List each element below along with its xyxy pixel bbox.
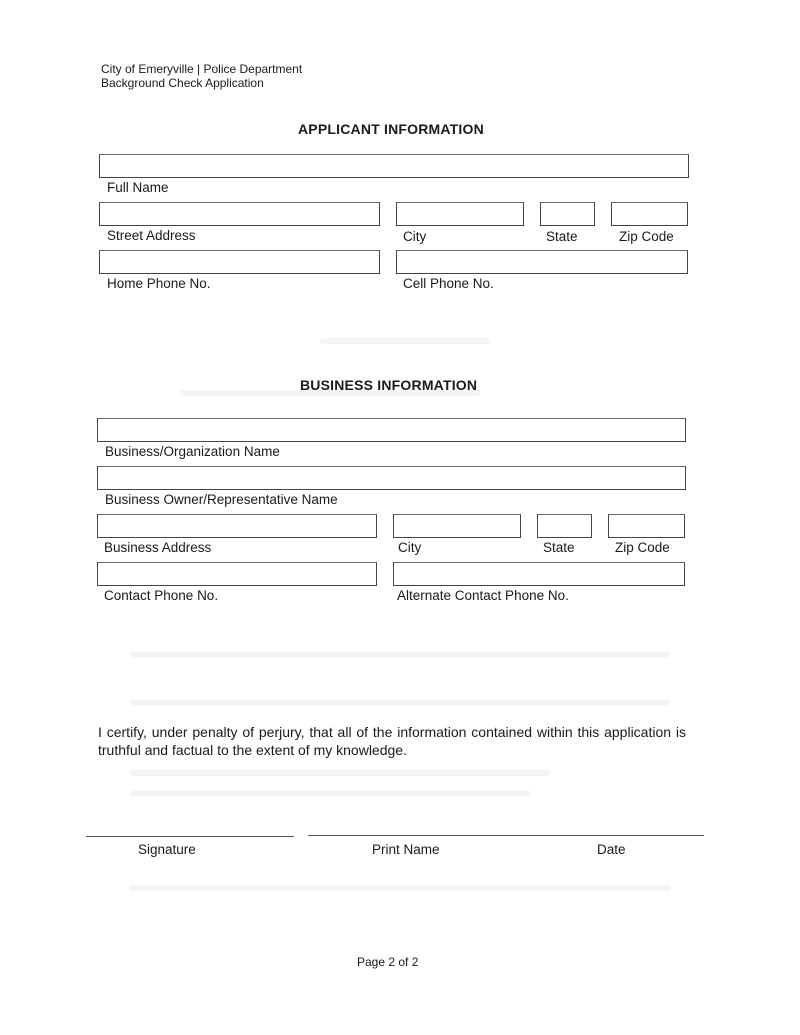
business-city-field[interactable] (393, 514, 521, 538)
bleed-through-mark (130, 652, 670, 658)
business-city-label: City (398, 540, 422, 555)
city-field[interactable] (396, 202, 524, 226)
department-name: City of Emeryville | Police Department (101, 62, 303, 76)
state-label: State (546, 229, 578, 244)
home-phone-label: Home Phone No. (107, 276, 211, 291)
owner-name-label: Business Owner/Representative Name (105, 492, 338, 507)
contact-phone-label: Contact Phone No. (104, 588, 219, 603)
home-phone-field[interactable] (99, 250, 380, 274)
bleed-through-mark (130, 700, 670, 706)
page-number: Page 2 of 2 (357, 955, 419, 969)
print-name-label: Print Name (372, 842, 440, 857)
business-state-label: State (543, 540, 575, 555)
business-section-title: BUSINESS INFORMATION (300, 377, 478, 393)
print-name-date-line[interactable] (308, 835, 704, 836)
business-zip-field[interactable] (608, 514, 685, 538)
cell-phone-label: Cell Phone No. (403, 276, 494, 291)
state-field[interactable] (540, 202, 595, 226)
bleed-through-mark (130, 790, 530, 796)
street-address-field[interactable] (99, 202, 380, 226)
applicant-section-title: APPLICANT INFORMATION (298, 121, 484, 137)
owner-name-field[interactable] (97, 466, 686, 490)
contact-phone-field[interactable] (97, 562, 377, 586)
signature-label: Signature (138, 842, 196, 857)
certification-statement: I certify, under penalty of perjury, that all of the information contained within this application is truthful and factual to the extent of my knowledge. (98, 724, 686, 758)
city-label: City (403, 229, 427, 244)
alt-contact-phone-label: Alternate Contact Phone No. (397, 588, 569, 603)
cell-phone-field[interactable] (396, 250, 688, 274)
business-state-field[interactable] (537, 514, 592, 538)
business-address-field[interactable] (97, 514, 377, 538)
business-address-label: Business Address (104, 540, 212, 555)
bleed-through-mark (130, 885, 670, 891)
full-name-label: Full Name (107, 180, 169, 195)
zip-code-field[interactable] (611, 202, 688, 226)
date-label: Date (597, 842, 626, 857)
business-name-label: Business/Organization Name (105, 444, 280, 459)
zip-code-label: Zip Code (619, 229, 674, 244)
signature-line[interactable] (86, 836, 294, 837)
business-name-field[interactable] (97, 418, 686, 442)
alt-contact-phone-field[interactable] (393, 562, 685, 586)
document-header (101, 62, 302, 90)
bleed-through-mark (130, 770, 550, 776)
business-zip-label: Zip Code (615, 540, 670, 555)
form-name: Background Check Application (101, 76, 264, 90)
bleed-through-mark (320, 338, 490, 344)
street-address-label: Street Address (107, 228, 196, 243)
full-name-field[interactable] (99, 154, 689, 178)
